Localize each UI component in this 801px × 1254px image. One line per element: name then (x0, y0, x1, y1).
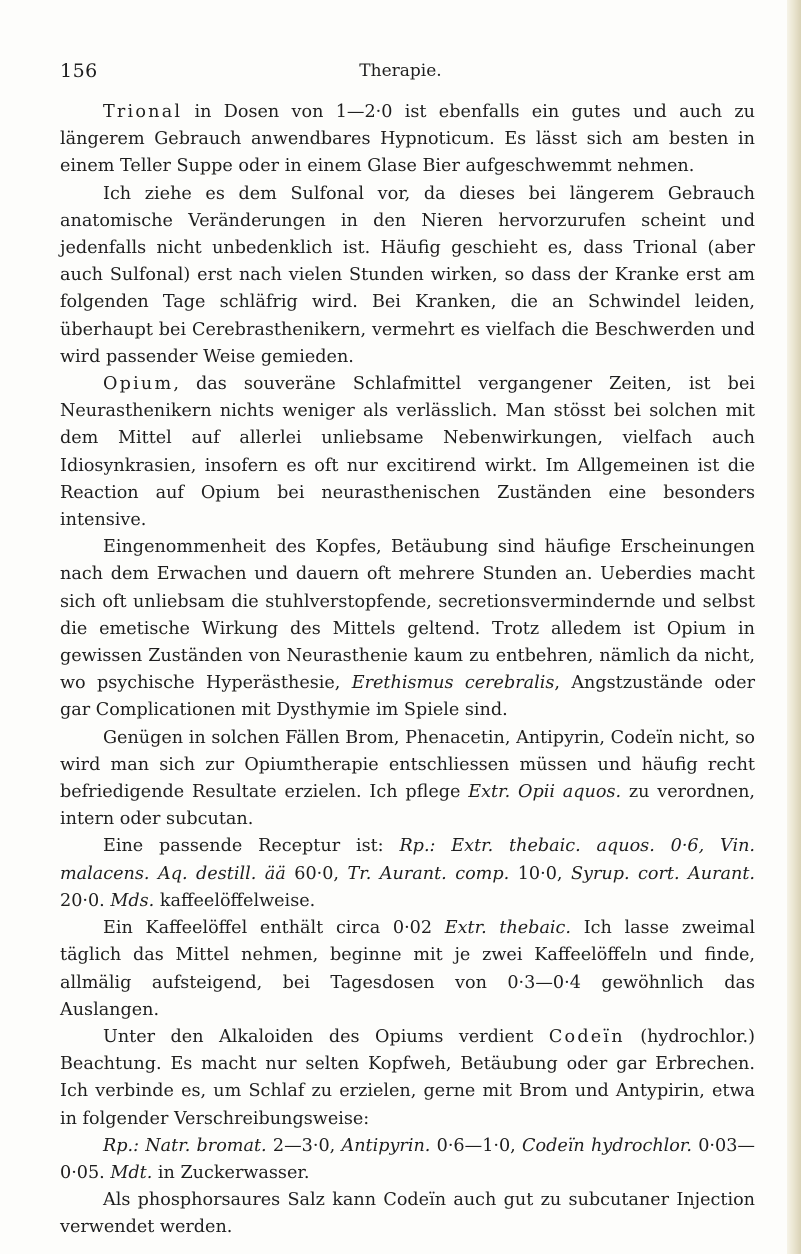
paragraph-text: Eine passende Receptur ist: (103, 836, 400, 857)
italic-term: Mdt. (110, 1162, 153, 1183)
paragraph-text: in Zuckerwasser. (152, 1162, 310, 1183)
paragraph-text: Ich lasse zweimal täglich das Mittel nehmen, beginne mit je zwei Kaffeelöffeln und finde, allmälig aufsteigend, bei Tagesdosen von 0·3—0·4 gewöhnlich das Auslangen. (60, 918, 756, 1020)
paragraph-text: Unter den Alkaloiden des Opiums verdient (103, 1026, 549, 1047)
paragraph-text: 20·0. (60, 890, 111, 911)
paragraph-text: zu verordnen, intern oder subcutan. (60, 782, 756, 830)
italic-term: Codeïn hydrochlor. (522, 1135, 692, 1156)
paragraph-injection (60, 1187, 755, 1241)
paragraph-text: Eingenommenheit des Kopfes, Betäubung sind häufige Erscheinungen nach dem Erwachen und dauern oft mehrere Stunden an. Ueberdies macht sich oft unliebsam die stuhlverstopfende, secretionsvermindernde und selbst die emetische Wirkung des Mittels geltend. Trotz alledem ist Opium in gewissen Zuständen von Neurasthenie kaum zu entbehren, nämlich da nicht, wo psychische Hyperästhesie, (60, 537, 755, 694)
paragraph-text: 60·0, (285, 863, 348, 884)
paragraph-recipe (60, 833, 755, 915)
paragraph-recipe-codein (60, 1133, 755, 1187)
paragraph-text: kaffeelöffelweise. (154, 890, 316, 911)
keyword-trional: Trional (103, 102, 183, 122)
running-head: Therapie. (359, 61, 442, 81)
italic-term: Tr. Aurant. comp. (347, 863, 510, 884)
keyword-opium: Opium (103, 374, 174, 395)
page-header (0, 60, 801, 90)
italic-term: Rp.: Extr. thebaic. aquos. 0·6, Vin. malacens. Aq. destill. ää (60, 836, 755, 884)
italic-term: Extr. Opii aquos. (468, 782, 622, 803)
italic-term: Extr. thebaic. (444, 918, 572, 939)
page-edge (787, 0, 801, 1254)
paragraph-text: Ich ziehe es dem Sulfonal vor, da dieses bei längerem Gebrauch anatomische Veränderungen in den Nieren hervorzurufen scheint und jedenfalls nicht unbedenklich ist. Häufig geschieht es, dass Trional (aber auch Sulfonal) erst nach vielen Stunden wirken, so dass der Kranke erst am folgenden Tage schläfrig wird. Bei Kranken, die an Schwindel leiden, überhaupt bei Cerebrasthenikern, vermehrt es vielfach die Beschwerden und wird passender Weise gemieden. (60, 183, 755, 367)
italic-term: Antipyrin. (341, 1135, 431, 1156)
paragraph-text: 10·0, (509, 863, 571, 884)
italic-term: Syrup. cort. Aurant. (570, 863, 755, 884)
paragraph-text: 0·03—0·05. (60, 1135, 755, 1183)
paragraph-dosage (60, 915, 755, 1024)
paragraph-text: , Angstzustände oder gar Complicationen mit Dysthymie im Spiele sind. (60, 673, 755, 721)
paragraph-text: 2—3·0, (266, 1135, 342, 1156)
keyword-codein: Codeïn (548, 1026, 625, 1047)
body-text (60, 99, 755, 1242)
paragraph-opium-therapy (60, 725, 755, 834)
italic-term: Mds. (110, 890, 155, 911)
paragraph-trional (60, 99, 755, 181)
paragraph-codein (60, 1024, 755, 1133)
paragraph-opium (60, 371, 755, 534)
paragraph-text: Ein Kaffeelöffel enthält circa 0·02 (103, 918, 445, 939)
paragraph-text: in Dosen von 1—2·0 ist ebenfalls ein gutes und auch zu längerem Gebrauch anwendbares Hypnoticum. Es lässt sich am besten in einem Teller Suppe oder in einem Glase Bier aufgeschwemmt nehmen. (60, 102, 755, 177)
paragraph-text: 0·6—1·0, (430, 1135, 523, 1156)
paragraph-text: Genügen in solchen Fällen Brom, Phenacetin, Antipyrin, Codeïn nicht, so wird man sich zur Opiumtherapie entschliessen müssen und häufig recht befriedigende Resultate erzielen. Ich pflege (60, 727, 755, 803)
paragraph-text: (hydrochlor.) Beachtung. Es macht nur selten Kopfweh, Betäubung oder gar Erbrechen. Ich verbinde es, um Schlaf zu erzielen, gerne mit Brom und Antypirin, etwa in folgender Verschreibungsweise: (60, 1026, 755, 1129)
italic-term: Erethismus cerebralis (351, 673, 555, 694)
paragraph-text: Als phosphorsaures Salz kann Codeïn auch gut zu subcutaner Injection verwendet werden. (60, 1190, 755, 1238)
page-number: 156 (60, 60, 98, 82)
paragraph-text: , das souveräne Schlafmittel vergangener Zeiten, ist bei Neurasthenikern nichts weniger als verlässlich. Man stösst bei solchen mit dem Mittel auf allerlei unliebsame Nebenwirkungen, vielfach auch Idiosynkrasien, insofern es oft nur excitirend wirkt. Im Allgemeinen ist die Reaction auf Opium bei neurasthenischen Zuständen eine besonders intensive. (60, 374, 755, 531)
italic-term: Rp.: Natr. bromat. (103, 1135, 267, 1156)
paragraph-sulfonal (60, 181, 755, 371)
paragraph-side-effects (60, 534, 755, 724)
